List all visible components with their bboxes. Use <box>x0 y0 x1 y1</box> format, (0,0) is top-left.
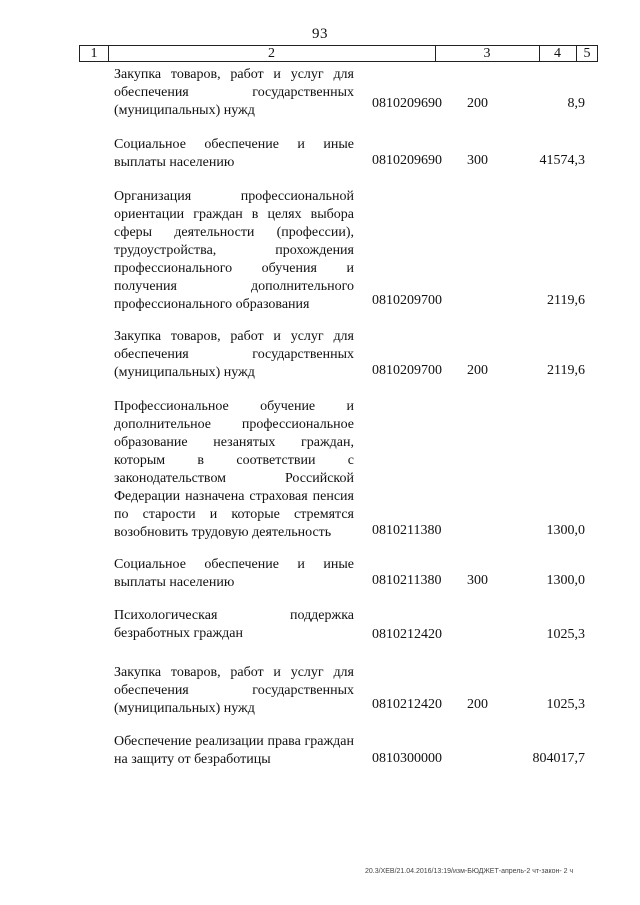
row-amount: 804017,7 <box>532 751 585 766</box>
row-code: 0810212420 <box>372 697 442 712</box>
row-description: Закупка товаров, работ и услуг для обеспечения государственных (муниципальных) нужд <box>114 67 354 118</box>
row-amount: 1025,3 <box>546 697 585 712</box>
row-type: 200 <box>467 697 488 712</box>
row-code: 0810212420 <box>372 627 442 642</box>
column-header-1: 1 <box>80 46 109 61</box>
row-description: Закупка товаров, работ и услуг для обеспечения государственных (муниципальных) нужд <box>114 665 354 716</box>
row-amount: 1300,0 <box>546 523 585 538</box>
row-code: 0810209690 <box>372 153 442 168</box>
row-description: Организация профессиональной ориентации граждан в целях выбора сферы деятельности (профессии), трудоустройства, прохождения профессионального обучения и получения дополнительного профессионального образования <box>114 189 354 312</box>
row-code: 0810209690 <box>372 96 442 111</box>
column-header-4: 4 <box>539 46 577 61</box>
row-amount: 1300,0 <box>546 573 585 588</box>
row-amount: 1025,3 <box>546 627 585 642</box>
row-code: 0810209700 <box>372 363 442 378</box>
row-type: 300 <box>467 153 488 168</box>
row-description: Социальное обеспечение и иные выплаты населению <box>114 137 354 170</box>
row-code: 0810211380 <box>372 573 442 588</box>
row-description: Закупка товаров, работ и услуг для обеспечения государственных (муниципальных) нужд <box>114 329 354 380</box>
column-header-3: 3 <box>435 46 540 61</box>
page-number: 93 <box>312 26 328 42</box>
row-type: 200 <box>467 96 488 111</box>
row-description: Обеспечение реализации права граждан на защиту от безработицы <box>114 734 354 767</box>
column-header-row <box>79 45 598 62</box>
row-code: 0810211380 <box>372 523 442 538</box>
column-header-5: 5 <box>583 46 591 61</box>
row-description: Профессиональное обучение и дополнительное профессиональное образование незанятых граждан, которым в соответствии с законодательством Российской Федерации назначена страховая пенсия по старости и которые стремятся возобновить трудовую деятельность <box>114 399 354 540</box>
row-code: 0810300000 <box>372 751 442 766</box>
row-amount: 41574,3 <box>539 153 585 168</box>
row-type: 200 <box>467 363 488 378</box>
row-amount: 8,9 <box>567 96 585 111</box>
row-amount: 2119,6 <box>547 363 585 378</box>
row-type: 300 <box>467 573 488 588</box>
row-description: Социальное обеспечение и иные выплаты населению <box>114 557 354 590</box>
row-code: 0810209700 <box>372 293 442 308</box>
row-description: Психологическая поддержка безработных граждан <box>114 608 354 641</box>
footer-document-id: 20.3/ХЕВ/21.04.2016/13:19/изм-БЮДЖЕТ-апрель-2 чт-закон- 2 ч <box>365 868 574 875</box>
column-header-2: 2 <box>108 46 436 61</box>
row-amount: 2119,6 <box>547 293 585 308</box>
